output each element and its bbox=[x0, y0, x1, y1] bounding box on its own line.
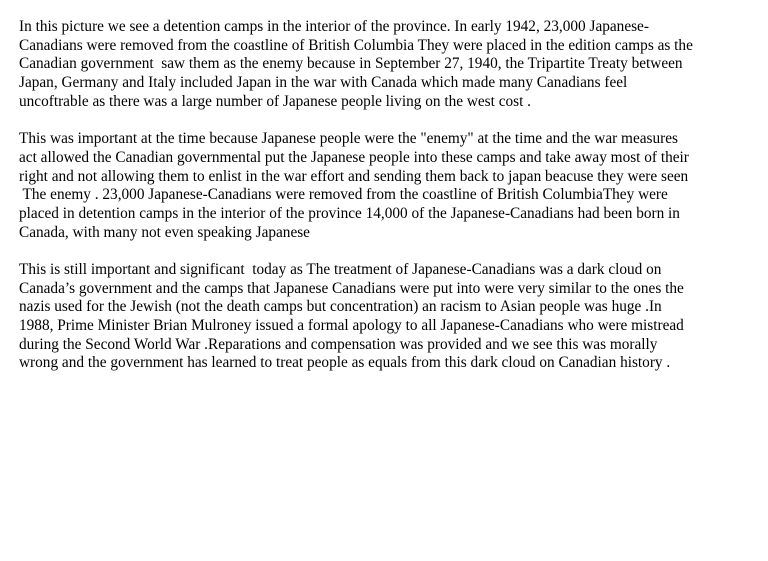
paragraph-2 bbox=[19, 130, 751, 242]
paragraph-line: This is still important and significant today as The treatment of Japanese-Canadians was a dark cloud on bbox=[19, 260, 662, 278]
paragraph-line: The enemy . 23,000 Japanese-Canadians were removed from the coastline of British ColumbiaThey were bbox=[19, 186, 668, 204]
paragraph-line: uncoftrable as there was a large number of Japanese people living on the west cost . bbox=[19, 92, 531, 110]
paragraph-line: Canada’s government and the camps that Japanese Canadians were put into were very similar to the ones the bbox=[19, 279, 684, 297]
paragraph-line: during the Second World War .Reparations and compensation was provided and we see this was morally bbox=[19, 335, 658, 353]
paragraph-line: right and not allowing them to enlist in the war effort and sending them back to japan beacuse they were seen bbox=[19, 167, 689, 185]
paragraph-line: 1988, Prime Minister Brian Mulroney issued a formal apology to all Japanese-Canadians who were mistread bbox=[19, 317, 684, 334]
paragraph-spacer bbox=[19, 242, 751, 261]
paragraph-line: Canadian government saw them as the enemy because in September 27, 1940, the Tripartite Treaty between bbox=[19, 55, 683, 73]
paragraph-line: In this picture we see a detention camps in the interior of the province. In early 1942, 23,000 Japanese- bbox=[19, 18, 649, 35]
paragraph-line: placed in detention camps in the interior of the province 14,000 of the Japanese-Canadians had been born in bbox=[19, 204, 680, 222]
paragraph-line: act allowed the Canadian governmental put the Japanese people into these camps and take away most of their bbox=[19, 148, 689, 166]
paragraph-line: Canada, with many not even speaking Japanese bbox=[19, 223, 310, 241]
paragraph-3 bbox=[19, 261, 751, 373]
paragraph-spacer bbox=[19, 111, 751, 130]
document-body bbox=[19, 18, 751, 373]
paragraph-line: Canadians were removed from the coastline of British Columbia They were placed in the edition camps as the bbox=[19, 36, 693, 54]
paragraph-line: Japan, Germany and Italy included Japan in the war with Canada which made many Canadians feel bbox=[19, 74, 628, 92]
paragraph-line: nazis used for the Jewish (not the death camps but concentration) an racism to Asian people was huge .In bbox=[19, 298, 662, 316]
paragraph-1 bbox=[19, 18, 751, 111]
paragraph-line: wrong and the government has learned to treat people as equals from this dark cloud on Canadian history . bbox=[19, 354, 671, 372]
paragraph-line: This was important at the time because Japanese people were the "enemy" at the time and the war measures bbox=[19, 130, 678, 148]
